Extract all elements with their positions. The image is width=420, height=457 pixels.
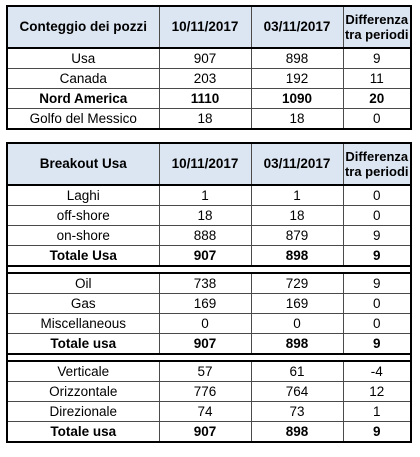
header-row [7, 143, 411, 185]
cell-value: 0 [159, 314, 251, 334]
cell-value: 20 [343, 89, 411, 109]
row-label: Usa [7, 48, 159, 69]
header-cell: Differenza tra periodi [343, 143, 411, 185]
row-label: Totale usa [7, 334, 159, 355]
section-separator [7, 266, 411, 273]
cell-value: 12 [343, 382, 411, 402]
cell-value: 907 [159, 48, 251, 69]
us-breakout-table [6, 142, 412, 443]
cell-value: 73 [251, 402, 343, 422]
row-label: off-shore [7, 206, 159, 226]
cell-value: 898 [251, 334, 343, 355]
cell-value: 907 [159, 422, 251, 443]
cell-value: 907 [159, 334, 251, 355]
cell-value: 1090 [251, 89, 343, 109]
table-row [7, 334, 411, 355]
header-cell: 03/11/2017 [251, 143, 343, 185]
cell-value: 18 [251, 206, 343, 226]
cell-value: 9 [343, 334, 411, 355]
cell-value: 169 [159, 294, 251, 314]
cell-value: 898 [251, 246, 343, 267]
row-label: Gas [7, 294, 159, 314]
cell-value: 1 [251, 185, 343, 206]
well-count-table [6, 5, 412, 130]
cell-value: 1110 [159, 89, 251, 109]
table-row [7, 246, 411, 267]
row-label: on-shore [7, 226, 159, 246]
cell-value: 764 [251, 382, 343, 402]
cell-value: 907 [159, 246, 251, 267]
row-label: Verticale [7, 361, 159, 382]
cell-value: 738 [159, 273, 251, 294]
header-cell: 10/11/2017 [159, 143, 251, 185]
cell-value: 1 [343, 402, 411, 422]
table-row [7, 382, 411, 402]
cell-value: 0 [343, 294, 411, 314]
row-label: Direzionale [7, 402, 159, 422]
table-row [7, 402, 411, 422]
row-label: Orizzontale [7, 382, 159, 402]
cell-value: 0 [343, 314, 411, 334]
header-cell: Conteggio dei pozzi [7, 6, 159, 48]
cell-value: 729 [251, 273, 343, 294]
table-row [7, 48, 411, 69]
cell-value: 192 [251, 69, 343, 89]
row-label: Oil [7, 273, 159, 294]
table-row [7, 361, 411, 382]
cell-value: 203 [159, 69, 251, 89]
table-row [7, 226, 411, 246]
header-cell: 03/11/2017 [251, 6, 343, 48]
cell-value: 61 [251, 361, 343, 382]
table-row [7, 89, 411, 109]
row-label: Golfo del Messico [7, 109, 159, 130]
cell-value: 9 [343, 422, 411, 443]
cell-value: -4 [343, 361, 411, 382]
table-row [7, 206, 411, 226]
cell-value: 11 [343, 69, 411, 89]
header-cell: 10/11/2017 [159, 6, 251, 48]
cell-value: 888 [159, 226, 251, 246]
cell-value: 0 [251, 314, 343, 334]
cell-value: 0 [343, 185, 411, 206]
table-row [7, 273, 411, 294]
table-row [7, 69, 411, 89]
cell-value: 9 [343, 273, 411, 294]
cell-value: 18 [251, 109, 343, 130]
cell-value: 776 [159, 382, 251, 402]
header-cell: Differenza tra periodi [343, 6, 411, 48]
cell-value: 898 [251, 422, 343, 443]
cell-value: 9 [343, 48, 411, 69]
cell-value: 169 [251, 294, 343, 314]
cell-value: 879 [251, 226, 343, 246]
table-row [7, 185, 411, 206]
row-label: Totale usa [7, 422, 159, 443]
cell-value: 9 [343, 226, 411, 246]
cell-value: 18 [159, 206, 251, 226]
cell-value: 0 [343, 206, 411, 226]
cell-value: 898 [251, 48, 343, 69]
header-cell: Breakout Usa [7, 143, 159, 185]
cell-value: 18 [159, 109, 251, 130]
cell-value: 74 [159, 402, 251, 422]
table-row [7, 294, 411, 314]
cell-value: 57 [159, 361, 251, 382]
table-row [7, 109, 411, 130]
cell-value: 0 [343, 109, 411, 130]
row-label: Laghi [7, 185, 159, 206]
header-row [7, 6, 411, 48]
table-row [7, 314, 411, 334]
row-label: Totale Usa [7, 246, 159, 267]
row-label: Canada [7, 69, 159, 89]
table-row [7, 422, 411, 443]
row-label: Nord America [7, 89, 159, 109]
cell-value: 9 [343, 246, 411, 267]
row-label: Miscellaneous [7, 314, 159, 334]
cell-value: 1 [159, 185, 251, 206]
section-separator [7, 354, 411, 361]
